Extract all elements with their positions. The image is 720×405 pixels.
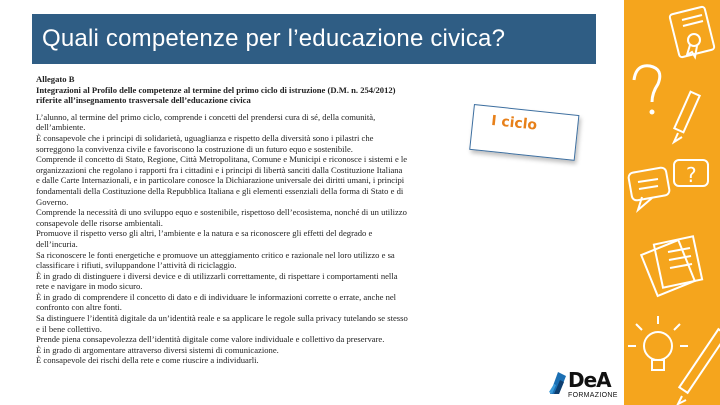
certificate-icon — [669, 6, 715, 57]
logo-swoosh-icon — [548, 370, 568, 396]
document-paragraph: Promuove il rispetto verso gli altri, l’ambiente e la natura e sa riconoscere gli effetti del degrado e dell’incuria. — [36, 228, 373, 249]
document-heading-text: Integrazioni al Profilo delle competenze al termine del primo ciclo di istruzione (D.M. n. 254/2012) riferite all’insegnamento trasversale dell’educazione civica — [36, 84, 396, 106]
document-paragraph: Prende piena consapevolezza dell’identità digitale come valore individuale e collettivo da preservare. — [36, 334, 385, 345]
dea-formazione-logo — [548, 368, 620, 404]
question-mark-icon — [634, 66, 660, 115]
document-paragraph: Comprende la necessità di uno sviluppo equo e sostenibile, rispettoso dell’ecosistema, nonché di un utilizzo consapevole delle risorse ambientali. — [36, 207, 407, 228]
document-heading-label: Allegato B — [36, 74, 75, 84]
document-paragraph: È consapevole che i principi di solidarietà, uguaglianza e rispetto della diversità sono i pilastri che sorreggono la convivenza civile e favoriscono la costruzione di un futuro equo e sostenibile. — [36, 132, 374, 154]
document-excerpt — [36, 74, 408, 392]
sticky-note-label: I ciclo — [490, 112, 538, 134]
pen-icon — [678, 329, 720, 404]
document-paragraph: È consapevole dei rischi della rete e come riuscire a individuarli. — [36, 355, 259, 366]
lightbulb-icon — [628, 316, 688, 370]
document-paragraph: È in grado di comprendere il concetto di dato e di individuare le informazioni corrette o errate, anche nel confronto con altre fonti. — [36, 291, 397, 313]
svg-text:?: ? — [686, 163, 697, 187]
document-paragraph: Sa distinguere l’identità digitale da un’identità reale e sa applicare le regole sulla privacy tutelando se stesso e il bene collettivo. — [36, 313, 408, 334]
decorative-side-panel — [624, 0, 720, 405]
logo-brand: DeA — [568, 368, 611, 392]
document-paragraph: Comprende il concetto di Stato, Regione, Città Metropolitana, Comune e Municipi e riconosce i sistemi e le organizzazioni che regolano i rapporti fra i cittadini e i principi di libertà sanciti dalla Costituzione Italiana e dalle Carte Internazionali, e in particolare conosce la Dichiarazione universale dei diritti umani, i principi fondamentali della Costituzione della Repubblica Italiana e gli elementi essenziali della forma di Stato e di Governo. — [36, 154, 408, 207]
document-paragraph: Sa riconoscere le fonti energetiche e promuove un atteggiamento critico e razionale nel loro utilizzo e sa classificare i rifiuti, sviluppandone l’attività di riciclaggio. — [36, 249, 395, 271]
sticky-note — [469, 104, 579, 161]
document-paragraph: L’alunno, al termine del primo ciclo, comprende i concetti del prendersi cura di sé, della comunità, dell’ambiente. — [36, 111, 376, 133]
pencil-icon — [674, 92, 700, 142]
documents-icon — [641, 236, 702, 296]
logo-subtitle: FORMAZIONE — [568, 392, 618, 399]
document-paragraph: È in grado di distinguere i diversi device e di utilizzarli correttamente, di rispettare i comportamenti nella rete e navigare in modo sicuro. — [36, 270, 398, 292]
speech-bubble-icon — [628, 160, 708, 210]
document-paragraph: È in grado di argomentare attraverso diversi sistemi di comunicazione. — [36, 344, 279, 355]
slide-title: Quali competenze per l’educazione civica? — [32, 14, 596, 64]
